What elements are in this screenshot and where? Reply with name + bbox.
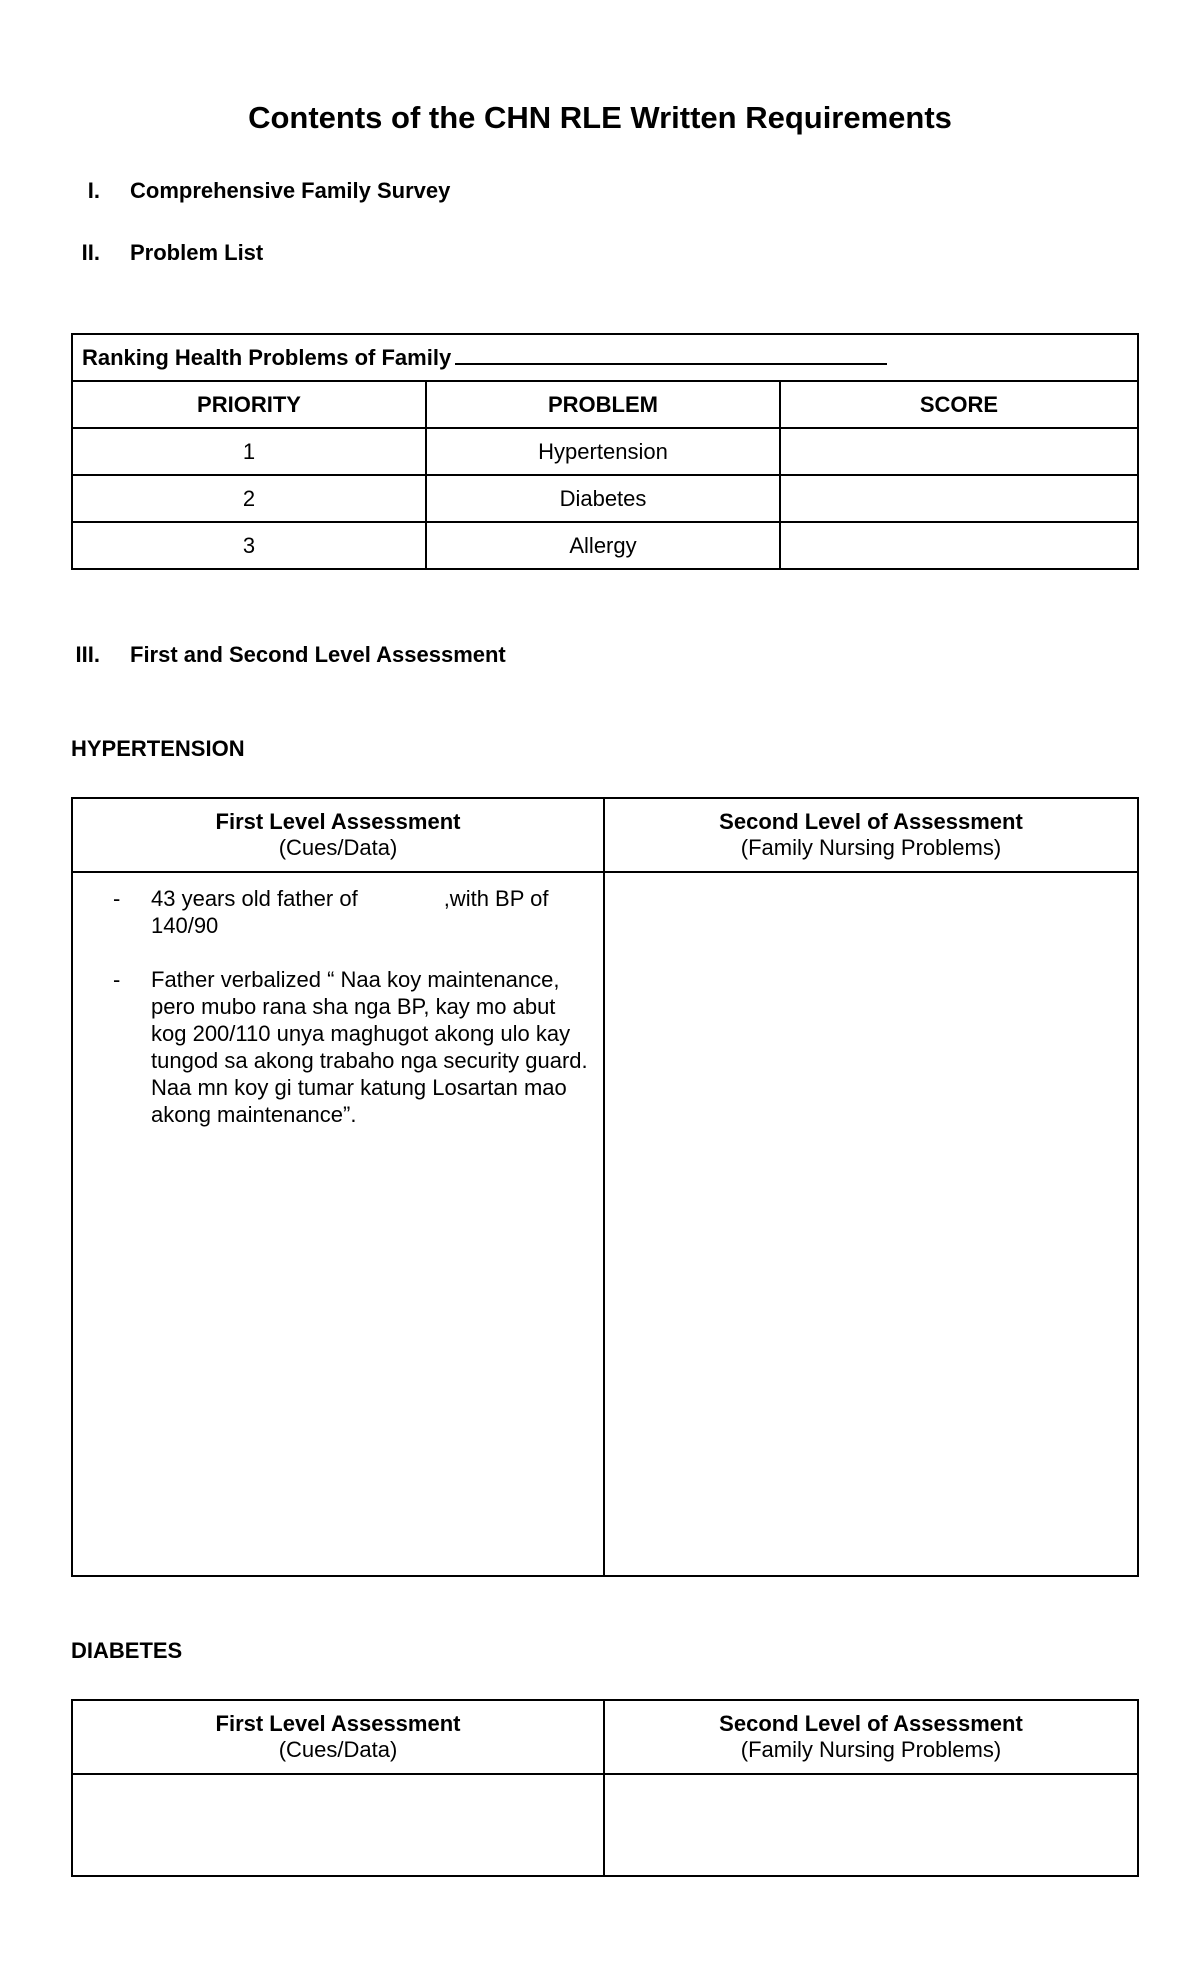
cue-text: 43 years old father of [151,886,358,911]
second-level-header [604,798,1138,872]
first-level-title: First Level Assessment [215,809,461,834]
cues-cell[interactable] [72,1774,604,1876]
score-cell[interactable] [780,428,1138,475]
problem-cell: Diabetes [426,475,780,522]
priority-cell: 1 [72,428,426,475]
family-nursing-problems-cell[interactable] [604,1774,1138,1876]
score-cell[interactable] [780,475,1138,522]
second-level-subtitle: (Family Nursing Problems) [740,835,1002,860]
cue-text: Father verbalized “ Naa koy maintenance, pero mubo rana sha nga BP, kay mo abut kog 200/110 unya maghugot akong ulo kay tungod sa akong trabaho nga security guard. Naa mn koy gi tumar katung Losartan mao akong maintenance”. [151,967,588,1127]
section-number: III. [75,642,100,667]
table-row [72,475,1138,522]
priority-cell: 2 [72,475,426,522]
section-heading-1 [60,177,660,205]
section-label: Comprehensive Family Survey [130,178,451,203]
column-header-priority: PRIORITY [72,381,426,428]
score-cell[interactable] [780,522,1138,569]
cue-text: ,with BP of 140/90 [151,886,549,938]
second-level-header [604,1700,1138,1774]
first-level-header [72,798,604,872]
diabetes-heading: DIABETES [71,1638,183,1663]
section-heading-2 [60,239,660,267]
bullet-dash: - [113,967,121,992]
list-item [113,966,591,1128]
diabetes-assessment-table [71,1699,1139,1877]
first-level-header [72,1700,604,1774]
section-number: II. [81,240,100,265]
bullet-dash: - [113,886,121,911]
section-label: Problem List [130,240,264,265]
list-item [113,885,591,939]
second-level-subtitle: (Family Nursing Problems) [740,1737,1002,1762]
first-level-title: First Level Assessment [215,1711,461,1736]
priority-cell: 3 [72,522,426,569]
column-header-problem: PROBLEM [426,381,780,428]
cues-cell[interactable] [72,872,604,1576]
ranking-table [71,333,1139,570]
first-level-subtitle: (Cues/Data) [278,1737,398,1762]
ranking-table-title [72,334,1138,381]
section-label: First and Second Level Assessment [130,642,506,667]
page-title: Contents of the CHN RLE Written Requirements [248,100,952,135]
ranking-table-title-text: Ranking Health Problems of Family [82,344,452,370]
table-row [72,428,1138,475]
section-number: I. [87,178,100,203]
problem-cell: Hypertension [426,428,780,475]
table-row [72,522,1138,569]
hypertension-assessment-table [71,797,1139,1577]
section-heading-3 [60,641,760,669]
cues-list [73,873,603,1128]
column-header-score: SCORE [780,381,1138,428]
family-name-blank[interactable] [455,345,887,365]
second-level-title: Second Level of Assessment [719,1711,1023,1736]
hypertension-heading: HYPERTENSION [71,736,245,761]
first-level-subtitle: (Cues/Data) [278,835,398,860]
family-nursing-problems-cell[interactable] [604,872,1138,1576]
problem-cell: Allergy [426,522,780,569]
second-level-title: Second Level of Assessment [719,809,1023,834]
